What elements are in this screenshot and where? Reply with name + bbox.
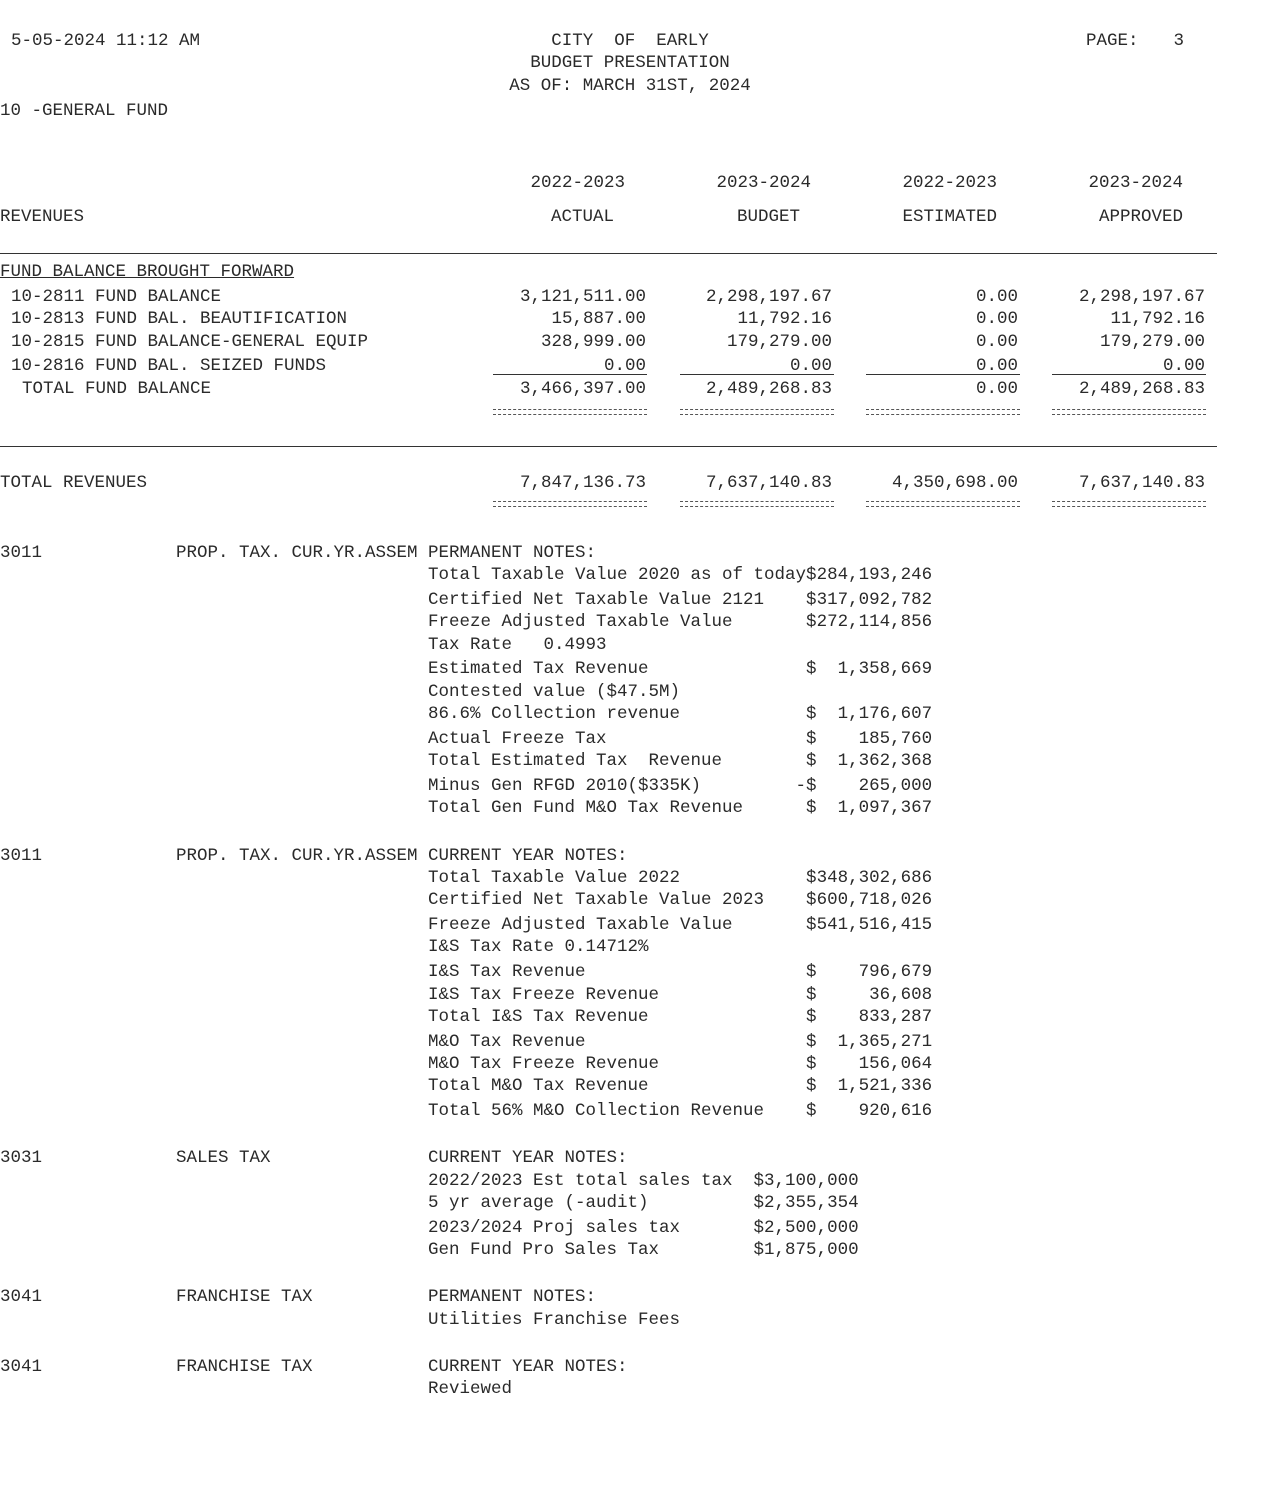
fund-balance-heading: FUND BALANCE BROUGHT FORWARD <box>0 262 295 282</box>
fund-row-approved: 179,279.00 <box>1099 332 1205 352</box>
total-fund-estimated: 0.00 <box>975 379 1018 399</box>
fund-row-actual: 3,121,511.00 <box>519 287 646 307</box>
note-line: 2022/2023 Est total sales tax $3,100,000 <box>428 1171 859 1191</box>
note-line: Contested value ($47.5M) <box>428 682 681 702</box>
subtotal-rule <box>493 374 647 375</box>
fund-row-label: 10-2813 FUND BAL. BEAUTIFICATION <box>11 309 348 329</box>
total-revenues-label: TOTAL REVENUES <box>0 473 148 493</box>
fund-row-estimated: 0.00 <box>975 309 1018 329</box>
note-line: Total Taxable Value 2020 as of today$284,193,246 <box>428 565 933 585</box>
fund-row-actual: 15,887.00 <box>551 309 646 329</box>
note-heading: CURRENT YEAR NOTES: <box>428 1148 628 1168</box>
total-fund-actual: 3,466,397.00 <box>519 379 646 399</box>
report-datetime: 5-05-2024 11:12 AM <box>11 31 201 51</box>
fund-row-estimated: 0.00 <box>975 356 1018 376</box>
note-heading: CURRENT YEAR NOTES: <box>428 1357 628 1377</box>
note-line: Total 56% M&O Collection Revenue $ 920,616 <box>428 1101 933 1121</box>
subtotal-rule <box>680 374 834 375</box>
col-label-budget: BUDGET <box>736 207 800 227</box>
report-city: CITY OF EARLY <box>551 31 709 51</box>
fund-row-actual: 328,999.00 <box>540 332 646 352</box>
note-line: Tax Rate 0.4993 <box>428 635 607 655</box>
note-heading: PERMANENT NOTES: <box>428 1287 597 1307</box>
fund-row-budget: 0.00 <box>789 356 832 376</box>
note-description: PROP. TAX. CUR.YR.ASSEM <box>176 846 418 866</box>
note-line: Total I&S Tax Revenue $ 833,287 <box>428 1007 933 1027</box>
note-line: Certified Net Taxable Value 2121 $317,092,782 <box>428 590 933 610</box>
fund-row-approved: 2,298,197.67 <box>1078 287 1205 307</box>
fund-row-budget: 11,792.16 <box>737 309 832 329</box>
double-rule <box>493 409 647 415</box>
fund-row-budget: 179,279.00 <box>726 332 832 352</box>
note-line: Total Estimated Tax Revenue $ 1,362,368 <box>428 751 933 771</box>
note-line: Utilities Franchise Fees <box>428 1310 681 1330</box>
report-title: BUDGET PRESENTATION <box>530 53 730 73</box>
note-line: I&S Tax Rate 0.14712% <box>428 937 649 957</box>
double-rule <box>1052 501 1206 507</box>
total-revenues-approved: 7,637,140.83 <box>1078 473 1205 493</box>
note-line: 5 yr average (-audit) $2,355,354 <box>428 1193 859 1213</box>
note-line: M&O Tax Revenue $ 1,365,271 <box>428 1032 933 1052</box>
note-line: I&S Tax Revenue $ 796,679 <box>428 962 933 982</box>
double-rule <box>493 501 647 507</box>
total-fund-approved: 2,489,268.83 <box>1078 379 1205 399</box>
fund-row-approved: 0.00 <box>1162 356 1205 376</box>
double-rule <box>680 409 834 415</box>
note-account: 3041 <box>0 1287 43 1307</box>
fund-row-label: 10-2816 FUND BAL. SEIZED FUNDS <box>11 356 327 376</box>
col-year-estimated: 2022-2023 <box>902 173 997 193</box>
note-description: PROP. TAX. CUR.YR.ASSEM <box>176 543 418 563</box>
note-line: Total Gen Fund M&O Tax Revenue $ 1,097,367 <box>428 798 933 818</box>
section-rule <box>0 446 1217 447</box>
col-label-approved: APPROVED <box>1098 207 1183 227</box>
note-account: 3011 <box>0 543 43 563</box>
note-account: 3011 <box>0 846 43 866</box>
fund-row-estimated: 0.00 <box>975 287 1018 307</box>
note-line: Estimated Tax Revenue $ 1,358,669 <box>428 659 933 679</box>
note-line: 2023/2024 Proj sales tax $2,500,000 <box>428 1218 859 1238</box>
col-year-budget: 2023-2024 <box>716 173 811 193</box>
page-label: PAGE: <box>1086 31 1139 51</box>
double-rule <box>866 501 1020 507</box>
note-description: SALES TAX <box>176 1148 271 1168</box>
total-fund-balance-label: TOTAL FUND BALANCE <box>22 379 212 399</box>
fund-row-label: 10-2815 FUND BALANCE-GENERAL EQUIP <box>11 332 369 352</box>
total-revenues-estimated: 4,350,698.00 <box>891 473 1018 493</box>
note-heading: PERMANENT NOTES: <box>428 543 597 563</box>
fund-row-estimated: 0.00 <box>975 332 1018 352</box>
note-description: FRANCHISE TAX <box>176 1357 313 1377</box>
fund-name: 10 -GENERAL FUND <box>0 101 169 121</box>
col-label-actual: ACTUAL <box>550 207 614 227</box>
note-line: Total M&O Tax Revenue $ 1,521,336 <box>428 1076 933 1096</box>
double-rule <box>1052 409 1206 415</box>
note-line: Freeze Adjusted Taxable Value $541,516,415 <box>428 915 933 935</box>
subtotal-rule <box>866 374 1020 375</box>
note-line: Reviewed <box>428 1379 513 1399</box>
fund-row-approved: 11,792.16 <box>1110 309 1205 329</box>
subtotal-rule <box>1052 374 1206 375</box>
note-line: Gen Fund Pro Sales Tax $1,875,000 <box>428 1240 859 1260</box>
fund-row-label: 10-2811 FUND BALANCE <box>11 287 222 307</box>
section-revenues: REVENUES <box>0 207 85 227</box>
note-heading: CURRENT YEAR NOTES: <box>428 846 628 866</box>
note-line: Certified Net Taxable Value 2023 $600,718,026 <box>428 890 933 910</box>
total-revenues-actual: 7,847,136.73 <box>519 473 646 493</box>
note-line: M&O Tax Freeze Revenue $ 156,064 <box>428 1054 933 1074</box>
double-rule <box>866 409 1020 415</box>
note-line: Freeze Adjusted Taxable Value $272,114,856 <box>428 612 933 632</box>
col-year-approved: 2023-2024 <box>1088 173 1183 193</box>
note-line: I&S Tax Freeze Revenue $ 36,608 <box>428 985 933 1005</box>
note-account: 3041 <box>0 1357 43 1377</box>
note-description: FRANCHISE TAX <box>176 1287 313 1307</box>
total-revenues-budget: 7,637,140.83 <box>705 473 832 493</box>
fund-row-actual: 0.00 <box>603 356 646 376</box>
fund-row-budget: 2,298,197.67 <box>705 287 832 307</box>
report-as-of: AS OF: MARCH 31ST, 2024 <box>509 76 751 96</box>
note-account: 3031 <box>0 1148 43 1168</box>
header-rule <box>0 253 1217 254</box>
double-rule <box>680 501 834 507</box>
note-line: 86.6% Collection revenue $ 1,176,607 <box>428 704 933 724</box>
note-line: Minus Gen RFGD 2010($335K) -$ 265,000 <box>428 776 933 796</box>
note-line: Total Taxable Value 2022 $348,302,686 <box>428 868 933 888</box>
note-line: Actual Freeze Tax $ 185,760 <box>428 729 933 749</box>
col-year-actual: 2022-2023 <box>530 173 625 193</box>
total-fund-budget: 2,489,268.83 <box>705 379 832 399</box>
page-number: 3 <box>1173 31 1184 51</box>
col-label-estimated: ESTIMATED <box>902 207 997 227</box>
